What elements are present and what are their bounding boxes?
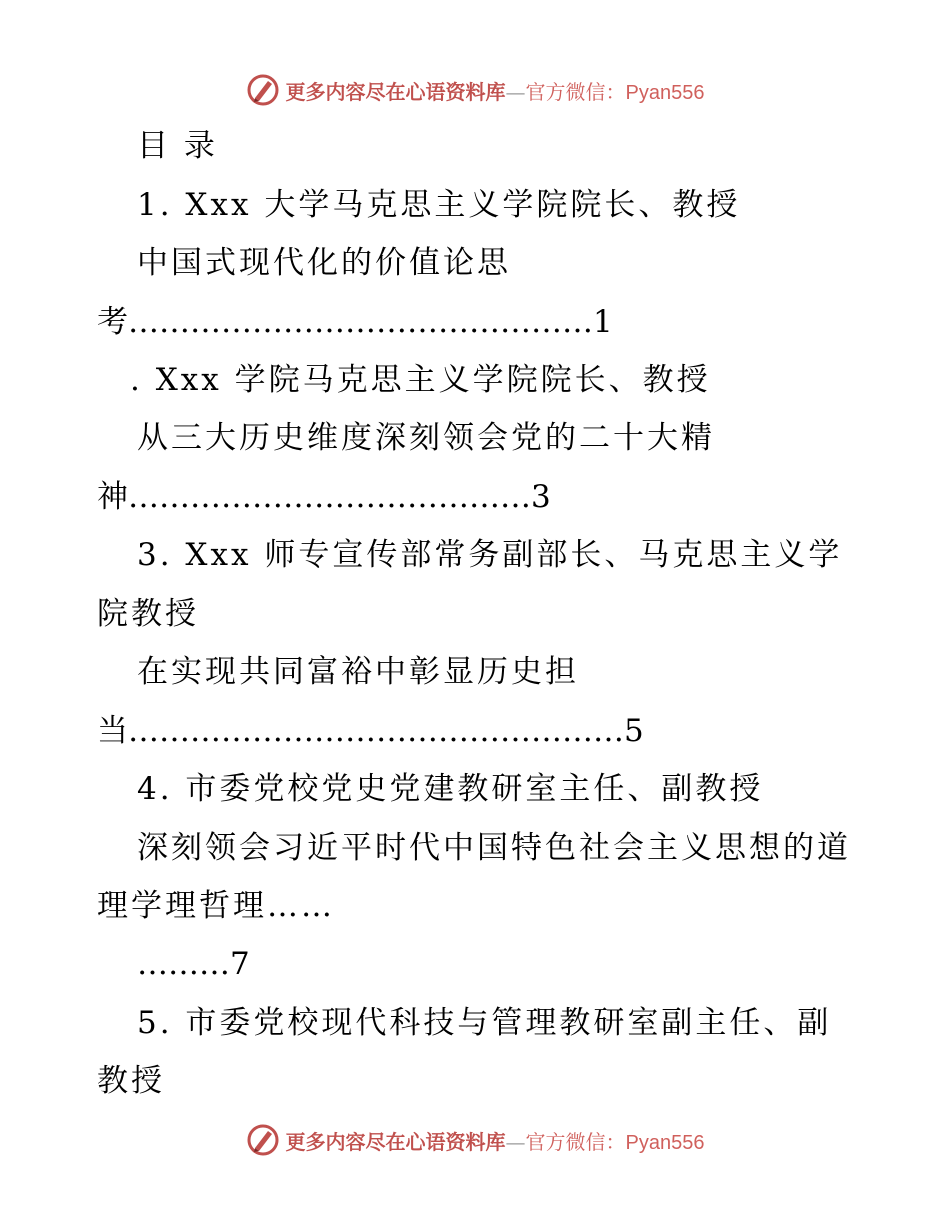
toc-line-12: 深刻领会习近平时代中国特色社会主义思想的道 <box>137 830 851 866</box>
toc-line-1: 1. Xxx 大学马克思主义学院院长、教授 <box>137 187 741 223</box>
toc-line-14: ………7 <box>137 946 250 982</box>
toc-heading: 目 录 <box>137 128 218 164</box>
toc-line-3: 考………………………………………1 <box>97 304 613 340</box>
toc-line-11: 4. 市委党校党史党建教研室主任、副教授 <box>137 771 764 807</box>
toc-line-5: 从三大历史维度深刻领会党的二十大精 <box>137 420 715 456</box>
toc-line-6: 神…………………………………3 <box>97 479 551 515</box>
toc-line-13: 理学理哲理…… <box>97 888 335 924</box>
watermark-banner-bottom <box>0 1120 950 1160</box>
toc-line-8: 院教授 <box>97 596 199 632</box>
toc-line-4: . Xxx 学院马克思主义学院院长、教授 <box>130 362 711 398</box>
watermark-text: 更多内容尽在心语资料库—官方微信：Pyan556 <box>285 79 705 104</box>
toc-line-2: 中国式现代化的价值论思 <box>137 245 511 281</box>
toc-line-9: 在实现共同富裕中彰显历史担 <box>137 654 579 690</box>
toc-line-16: 教授 <box>97 1063 165 1099</box>
pen-logo-icon <box>246 73 280 107</box>
toc-line-15: 5. 市委党校现代科技与管理教研室副主任、副 <box>137 1005 832 1041</box>
watermark-text: 更多内容尽在心语资料库—官方微信：Pyan556 <box>285 1129 705 1154</box>
pen-logo-icon <box>246 1123 280 1157</box>
toc-line-7: 3. Xxx 师专宣传部常务副部长、马克思主义学 <box>137 537 843 573</box>
watermark-banner-top <box>0 70 950 110</box>
toc-line-10: 当…………………………………………5 <box>97 713 644 749</box>
